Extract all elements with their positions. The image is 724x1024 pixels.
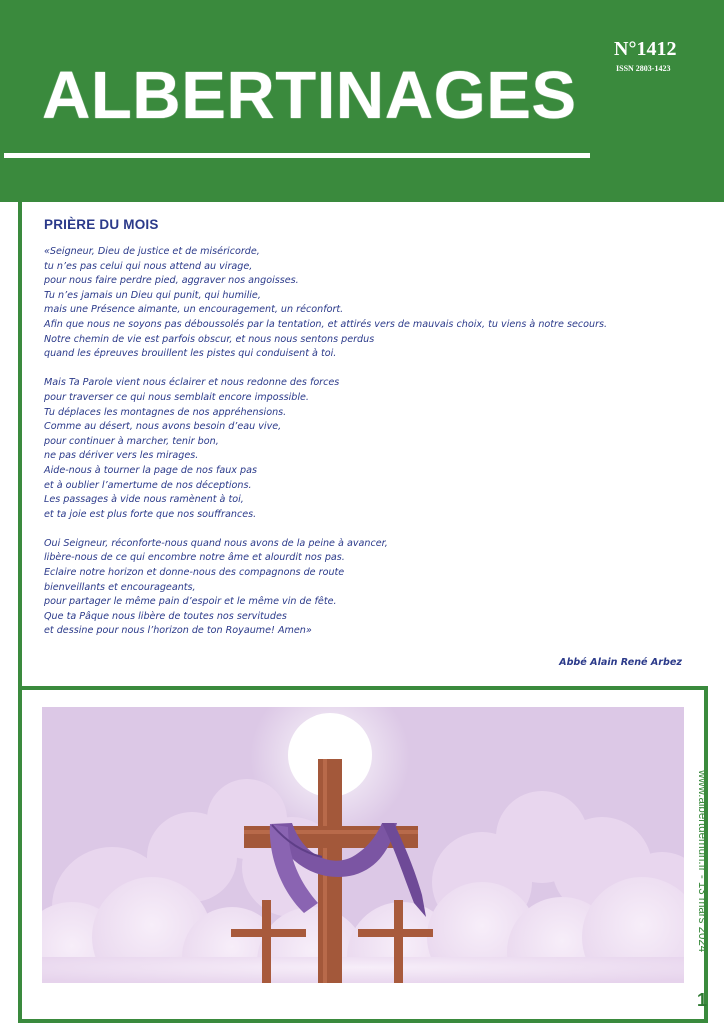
prayer-line: Tu déplaces les montagnes de nos appréhensions. bbox=[44, 406, 287, 418]
section-title: PRIÈRE DU MOIS bbox=[44, 217, 159, 232]
prayer-signature: Abbé Alain René Arbez bbox=[559, 657, 682, 668]
prayer-line: Comme au désert, nous avons besoin d’eau vive, bbox=[44, 421, 282, 433]
prayer-line: Oui Seigneur, réconforte-nous quand nous avons de la peine à avancer, bbox=[44, 537, 388, 549]
page-number: 1 bbox=[697, 990, 708, 1010]
prayer-line: et ta joie est plus forte que nos souffrances. bbox=[44, 508, 257, 520]
prayer-line: pour partager le même pain d’espoir et le même vin de fête. bbox=[44, 596, 337, 608]
prayer-line: pour continuer à marcher, tenir bon, bbox=[44, 435, 219, 447]
prayer-line: Tu n’es jamais un Dieu qui punit, qui humilie, bbox=[44, 289, 261, 301]
prayer-line: et dessine pour nous l’horizon de ton Royaume! Amen» bbox=[44, 625, 312, 637]
prayer-line: «Seigneur, Dieu de justice et de miséricorde, bbox=[44, 246, 260, 257]
prayer-line: Aide-nous à tourner la page de nos faux pas bbox=[44, 464, 257, 476]
frame-line-bottom bbox=[18, 1019, 708, 1023]
three-crosses-illustration bbox=[42, 707, 684, 983]
prayer-line: bienveillants et encourageants, bbox=[44, 581, 196, 593]
masthead-rule bbox=[4, 153, 590, 158]
prayer-line: tu n’es pas celui qui nous attend au virage, bbox=[44, 260, 253, 272]
prayer-text bbox=[44, 245, 694, 654]
prayer-stanza-1 bbox=[44, 245, 694, 362]
prayer-line: quand les épreuves brouillent les pistes qui conduisent à toi. bbox=[44, 348, 337, 360]
masthead-banner bbox=[0, 0, 724, 202]
prayer-line: ne pas dériver vers les mirages. bbox=[44, 450, 199, 462]
frame-line-divider bbox=[18, 686, 708, 690]
prayer-line: mais une Présence aimante, un encouragement, un réconfort. bbox=[44, 304, 344, 316]
prayer-stanza-2 bbox=[44, 376, 694, 522]
prayer-line: Notre chemin de vie est parfois obscur, et nous nous sentons perdus bbox=[44, 333, 375, 345]
issn: ISSN 2803-1423 bbox=[616, 64, 671, 73]
website-date-text: www.albertdemun.fr - 13 mars 2024 bbox=[696, 770, 708, 953]
prayer-line: et à oublier l’amertume de nos déceptions. bbox=[44, 479, 252, 491]
prayer-line: pour traverser ce qui nous semblait encore impossible. bbox=[44, 391, 309, 403]
frame-line-left bbox=[18, 200, 22, 690]
prayer-stanza-3 bbox=[44, 537, 694, 639]
masthead-title: ALBERTINAGES bbox=[42, 58, 577, 133]
prayer-line: Les passages à vide nous ramènent à toi, bbox=[44, 494, 244, 506]
prayer-line: Afin que nous ne soyons pas déboussolés par la tentation, et attirés vers de mauvais choix, tu viens à notre secours. bbox=[44, 318, 608, 330]
website-date-vertical bbox=[697, 770, 719, 980]
prayer-line: Que ta Pâque nous libère de toutes nos servitudes bbox=[44, 610, 287, 622]
issue-number: N°1412 bbox=[614, 38, 677, 60]
prayer-line: libère-nous de ce qui encombre notre âme et alourdit nos pas. bbox=[44, 552, 345, 564]
prayer-line: Eclaire notre horizon et donne-nous des compagnons de route bbox=[44, 567, 345, 579]
prayer-line: Mais Ta Parole vient nous éclairer et nous redonne des forces bbox=[44, 377, 340, 389]
frame-line-left-lower bbox=[18, 686, 22, 1023]
prayer-line: pour nous faire perdre pied, aggraver nos angoisses. bbox=[44, 275, 299, 287]
